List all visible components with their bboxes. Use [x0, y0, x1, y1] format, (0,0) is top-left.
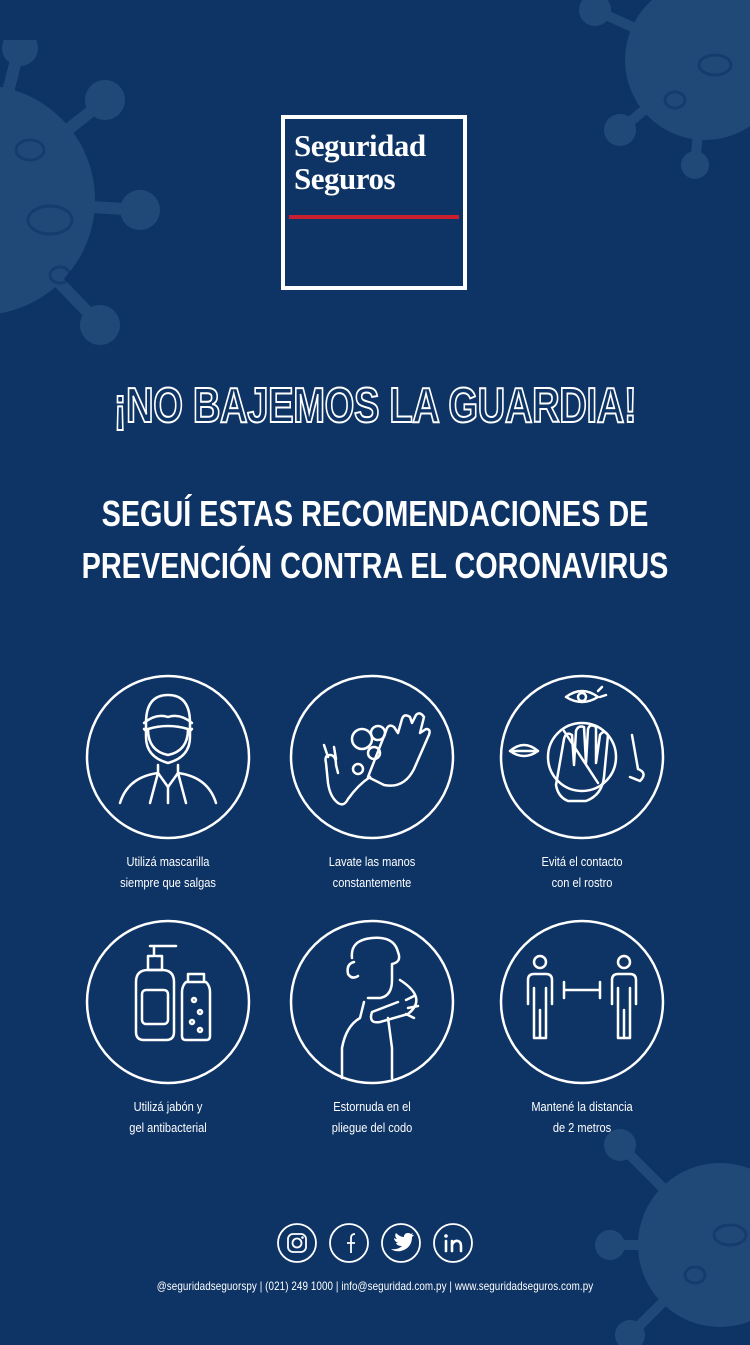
instagram-icon[interactable] — [276, 1222, 318, 1264]
caption-line-1: Utilizá jabón y — [133, 1099, 203, 1114]
caption-line-1: Estornuda en el — [333, 1099, 411, 1114]
social-distance-icon — [498, 918, 666, 1086]
sneeze-elbow-icon — [288, 918, 456, 1086]
caption-line-1: Mantené la distancia — [531, 1099, 633, 1114]
virus-decoration-left — [0, 40, 180, 360]
caption-line-1: Evitá el contacto — [541, 854, 623, 869]
subheadline — [75, 488, 675, 592]
recommendation-caption — [83, 1096, 253, 1138]
recommendation-caption — [497, 1096, 667, 1138]
recommendation-caption — [497, 851, 667, 893]
caption-line-1: Utilizá mascarilla — [126, 854, 210, 869]
brand-logo — [281, 115, 467, 290]
face-mask-icon — [84, 673, 252, 841]
brand-line-1: Seguridad — [294, 128, 426, 163]
caption-line-2: pliegue del codo — [331, 1120, 413, 1135]
soap-gel-icon — [84, 918, 252, 1086]
recommendation-caption — [83, 851, 253, 893]
headline: ¡NO BAJEMOS LA GUARDIA! — [113, 379, 637, 433]
brand-name — [294, 129, 426, 195]
hand-washing-icon — [288, 673, 456, 841]
caption-line-2: con el rostro — [551, 875, 613, 890]
no-face-touch-icon — [498, 673, 666, 841]
social-links — [276, 1222, 476, 1266]
virus-decoration-top-right — [575, 0, 750, 180]
contact-footer: @seguridadseguorspy | (021) 249 1000 | info@seguridad.com.py | www.seguridadseguros.com.py — [156, 1279, 594, 1293]
brand-line-2: Seguros — [294, 161, 396, 196]
virus-decoration-bottom-right — [590, 1125, 750, 1345]
caption-line-2: siempre que salgas — [120, 875, 216, 890]
facebook-icon[interactable] — [328, 1222, 370, 1264]
recommendation-caption — [287, 1096, 457, 1138]
linkedin-icon[interactable] — [432, 1222, 474, 1264]
caption-line-2: constantemente — [332, 875, 412, 890]
brand-accent-bar — [289, 215, 459, 219]
caption-line-1: Lavate las manos — [328, 854, 416, 869]
twitter-icon[interactable] — [380, 1222, 422, 1264]
recommendation-caption — [287, 851, 457, 893]
caption-line-2: de 2 metros — [552, 1120, 612, 1135]
subheadline-line-2: PREVENCIÓN CONTRA EL CORONAVIRUS — [81, 545, 669, 586]
subheadline-line-1: SEGUÍ ESTAS RECOMENDACIONES DE — [101, 493, 649, 534]
caption-line-2: gel antibacterial — [129, 1120, 207, 1135]
